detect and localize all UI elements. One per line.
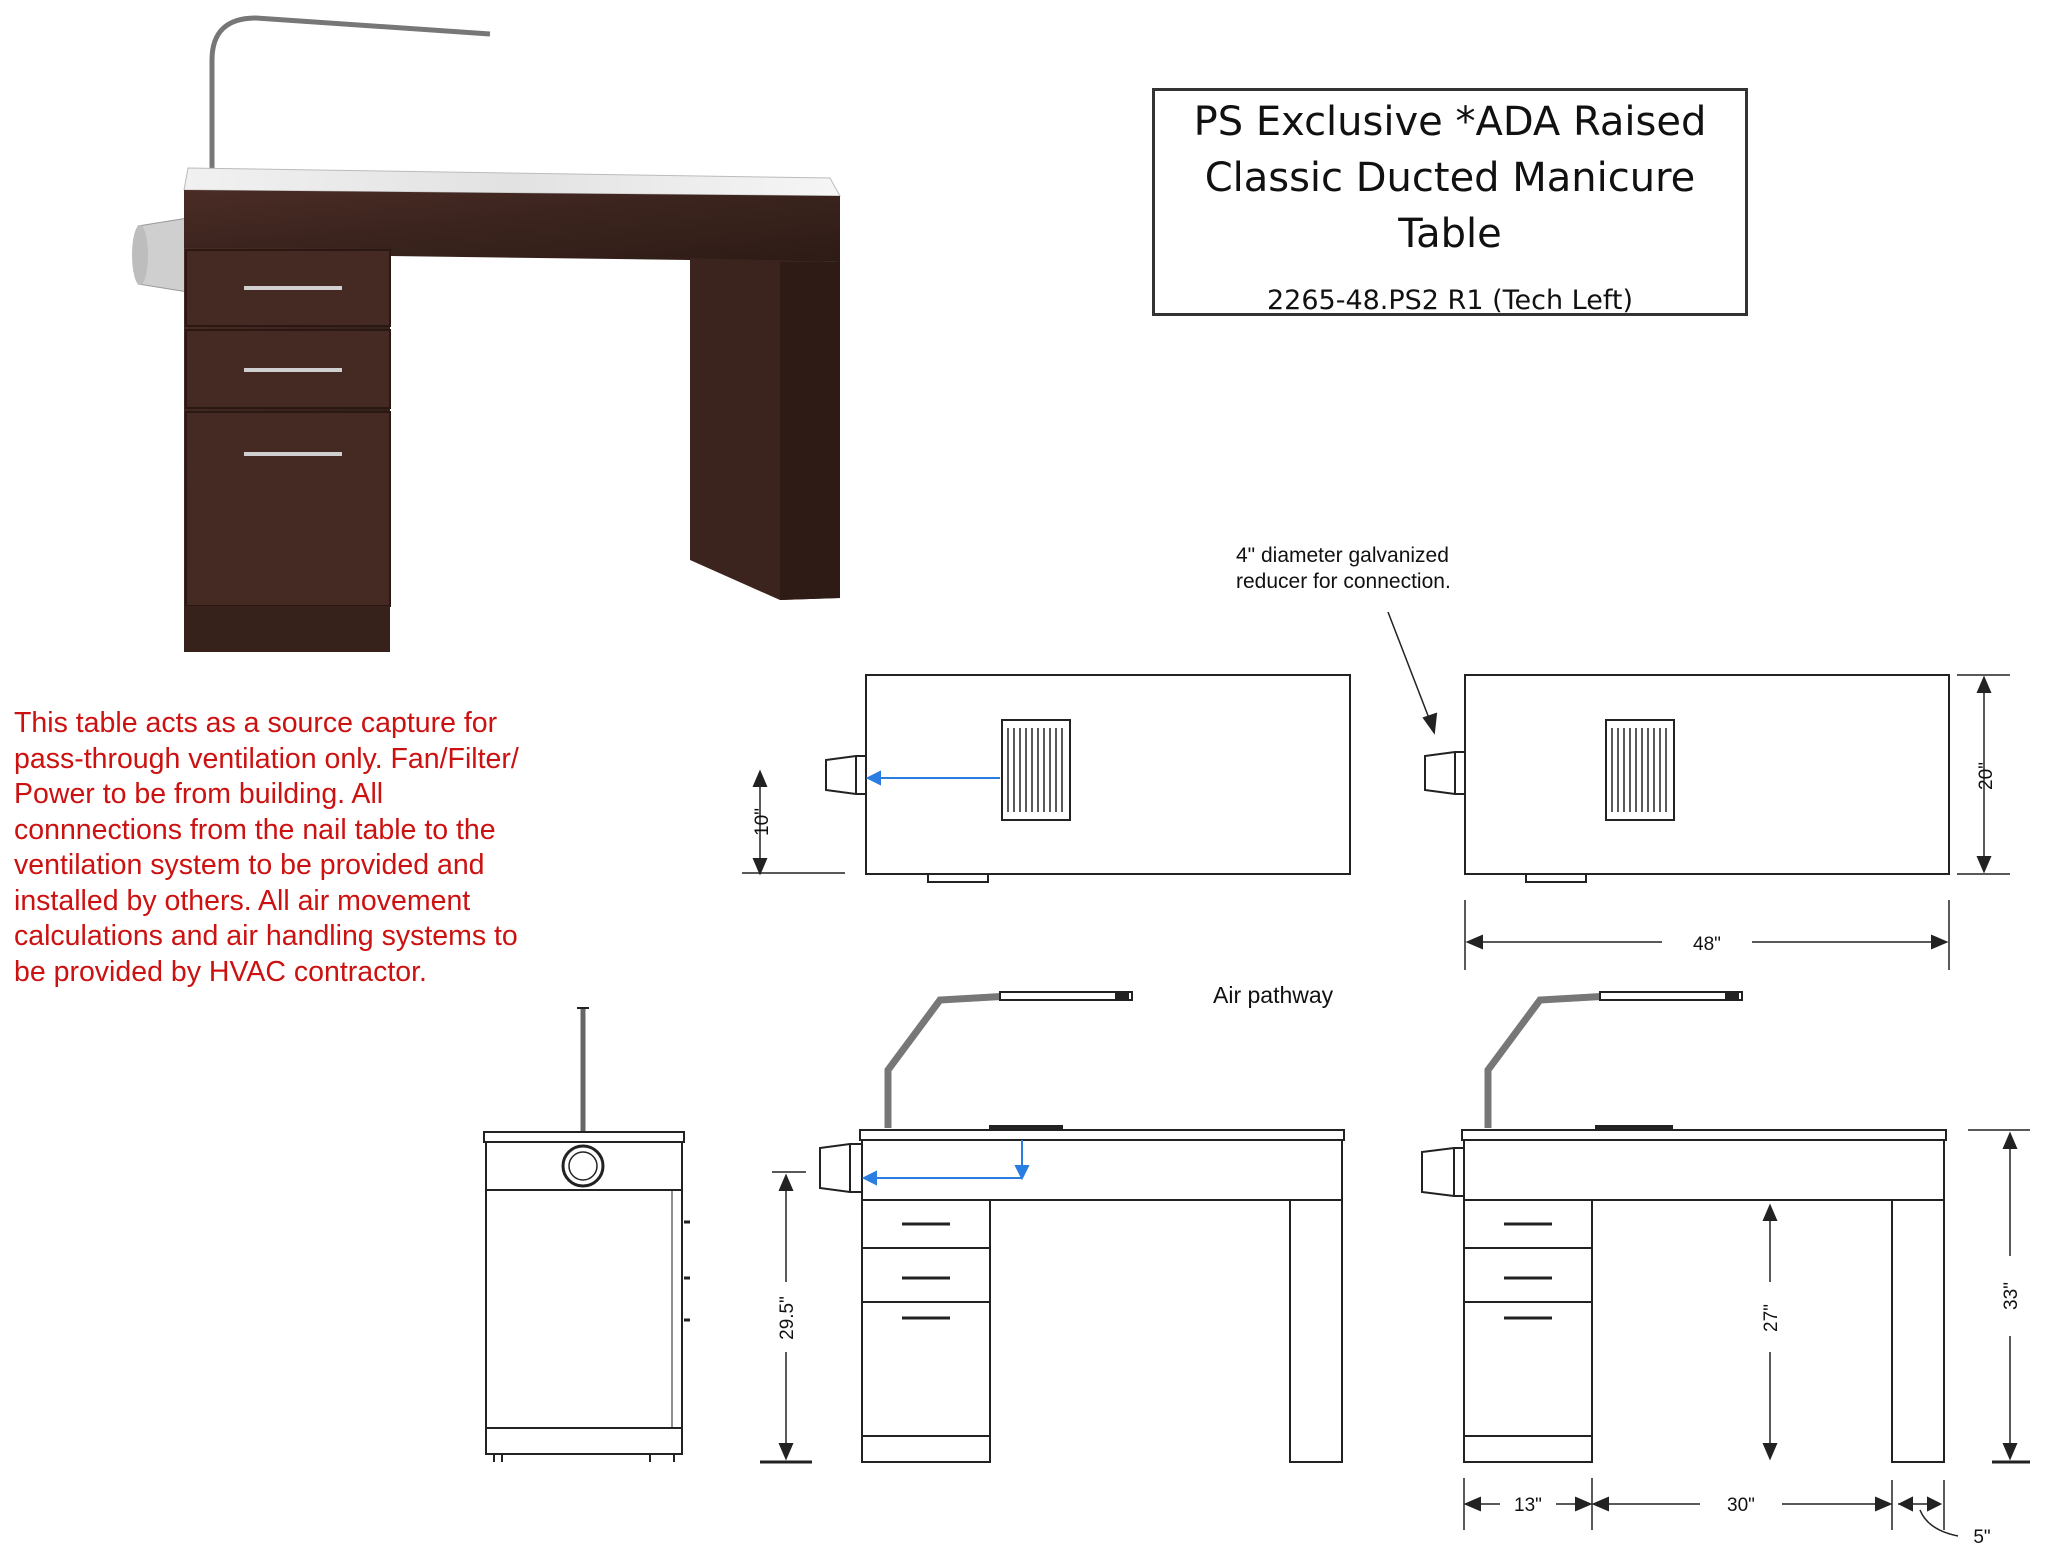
dim-10: 10" [752,808,773,836]
dim-27: 27" [1761,1304,1782,1332]
dim-33: 33" [2001,1282,2022,1310]
model-number: 2265-48.PS2 R1 (Tech Left) [1266,285,1634,316]
ventilation-note: This table acts as a source capture for pass-through ventilation only. Fan/Filter/ Power to be from building. All connnections from the nail table to the ventilation system to be provided and installed by others. All air movement calculations and air handling systems to be provided by HVAC contractor. [14,707,519,988]
front-view-airflow [760,992,1344,1462]
title-line-3: Table [1398,211,1502,257]
title-line-1: PS Exclusive *ADA Raised [1193,99,1707,145]
front-view-dimensioned [1422,992,2030,1536]
dim-29-5: 29.5" [777,1296,798,1340]
dim-30: 30" [1727,1495,1755,1516]
side-view [484,1008,690,1462]
callout-line-2: reducer for connection. [1236,570,1451,593]
dim-20: 20" [1976,762,1997,790]
top-view-airflow [742,675,1350,882]
title-line-2: Classic Ducted Manicure [1204,155,1696,201]
dim-48: 48" [1693,934,1721,955]
air-pathway-label: Air pathway [1213,982,1334,1008]
dim-13: 13" [1514,1495,1542,1516]
top-view-plan [1388,612,2010,970]
callout-line-1: 4" diameter galvanized [1236,544,1449,567]
dim-5: 5" [1973,1527,1991,1548]
